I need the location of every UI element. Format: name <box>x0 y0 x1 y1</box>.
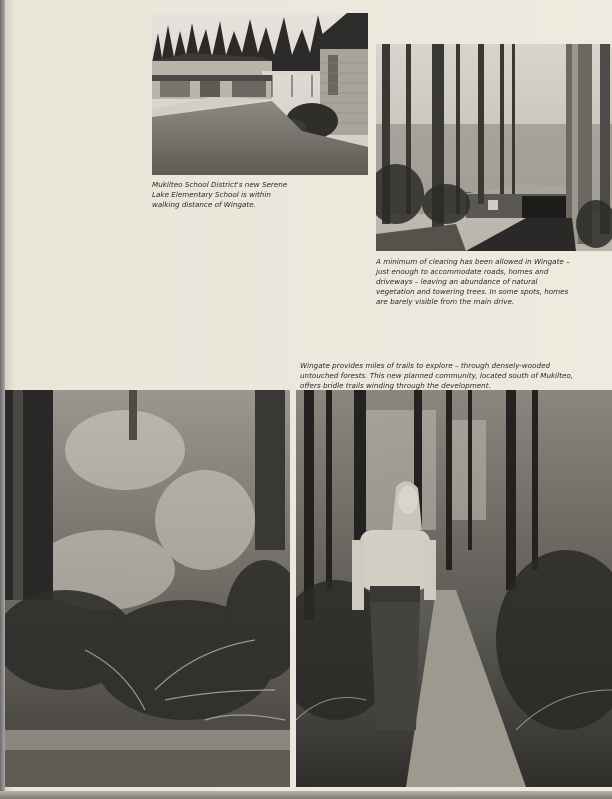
clearing-caption-line: are barely visible from the main drive. <box>376 297 515 306</box>
clearing-caption-line: just enough to accommodate roads, homes and <box>376 267 549 276</box>
trail-photo <box>296 390 612 787</box>
trails-caption-line: offers bridle trails winding through the development. <box>300 381 491 390</box>
clearing-caption-line: A minimum of clearing has been allowed in Wingate – <box>376 257 570 266</box>
trails-caption <box>300 361 573 391</box>
fern-undergrowth-photo <box>5 390 290 787</box>
school-caption-line: Lake Elementary School is within <box>152 190 271 199</box>
page-bottom-edge <box>0 791 612 799</box>
trails-caption-line: Wingate provides miles of trails to explore – through densely-wooded <box>300 361 551 370</box>
clearing-caption-line: driveways – leaving an abundance of natural <box>376 277 538 286</box>
clearing-caption <box>376 257 570 307</box>
school-caption-line: walking distance of Wingate. <box>152 200 256 209</box>
trails-caption-line: untouched forests. This new planned community, located south of Mukilteo, <box>300 371 574 380</box>
clearing-caption-line: vegetation and towering trees. In some spots, homes <box>376 287 569 296</box>
school-caption <box>152 180 287 210</box>
school-photo <box>152 13 368 175</box>
school-caption-line: Mukilteo School District's new Serene <box>152 180 288 189</box>
forest-home-photo <box>376 44 612 251</box>
